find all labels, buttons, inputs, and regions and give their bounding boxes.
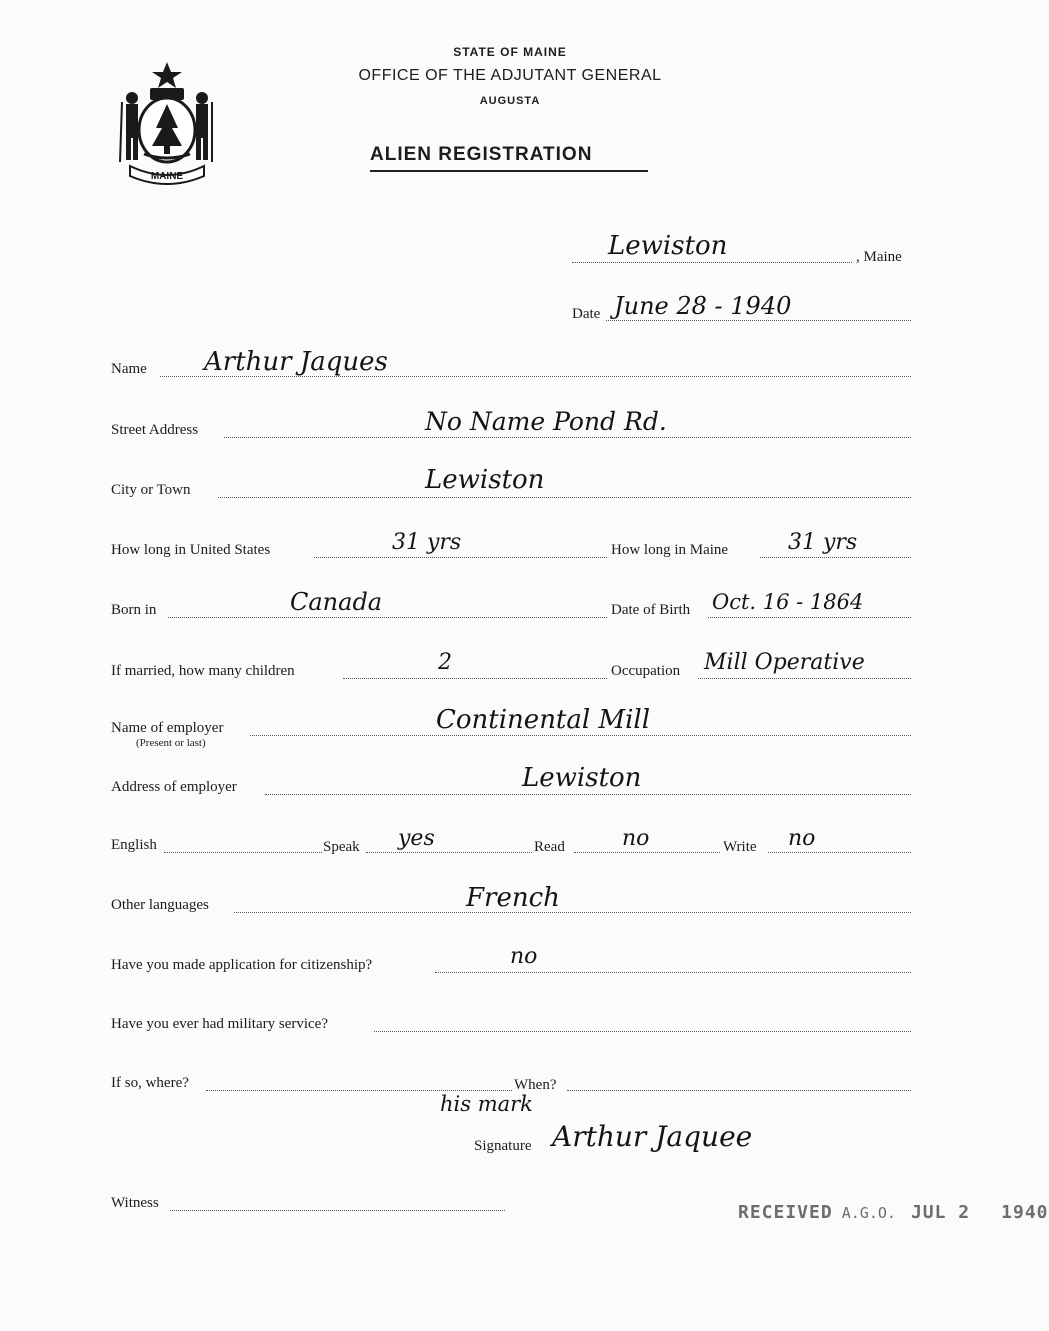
employer-address-value: Lewiston	[522, 763, 642, 793]
employer-label: Name of employer	[111, 720, 224, 736]
write-value: no	[788, 826, 816, 851]
employer-line	[250, 735, 911, 736]
military-label: Have you ever had military service?	[111, 1016, 328, 1032]
maine-years-label: How long in Maine	[611, 542, 729, 558]
us-years-line	[314, 557, 607, 558]
other-languages-line	[234, 912, 911, 913]
speak-value: yes	[398, 826, 435, 851]
english-label: English	[111, 837, 157, 853]
speak-line	[366, 852, 532, 853]
stamp-year: 1940	[1001, 1202, 1049, 1223]
stamp-office: A.G.O.	[841, 1204, 896, 1222]
street-label: Street Address	[111, 422, 199, 438]
other-languages-label: Other languages	[111, 897, 209, 913]
maine-years-value: 31 yrs	[788, 530, 858, 555]
employer-address-label: Address of employer	[111, 779, 237, 795]
seal-banner-text: MAINE	[150, 171, 184, 182]
occupation-line	[698, 678, 911, 679]
city-value: Lewiston	[425, 465, 545, 495]
received-stamp	[738, 1202, 1049, 1223]
when-label: When?	[514, 1077, 557, 1093]
us-years-label: How long in United States	[111, 542, 271, 558]
city-label: City or Town	[111, 482, 191, 498]
children-line	[343, 678, 607, 679]
place-value: Lewiston	[608, 231, 728, 261]
name-value: Arthur Jaques	[204, 347, 388, 377]
dob-label: Date of Birth	[611, 602, 691, 618]
read-label: Read	[534, 839, 565, 855]
street-line	[224, 437, 911, 438]
read-value: no	[622, 826, 650, 851]
witness-label: Witness	[111, 1195, 159, 1211]
born-value: Canada	[290, 588, 383, 616]
form-title: ALIEN REGISTRATION	[370, 144, 593, 165]
us-years-value: 31 yrs	[392, 530, 462, 555]
military-line	[374, 1031, 911, 1032]
where-line	[206, 1090, 512, 1091]
born-label: Born in	[111, 602, 157, 618]
stamp-date: JUL 2	[910, 1202, 971, 1223]
signature-label: Signature	[474, 1138, 532, 1154]
write-line	[768, 852, 911, 853]
dob-value: Oct. 16 - 1864	[712, 590, 864, 614]
city-line	[218, 497, 911, 498]
write-label: Write	[723, 839, 757, 855]
citizenship-label: Have you made application for citizenship?	[111, 957, 373, 973]
citizenship-value: no	[510, 944, 538, 969]
office-heading: OFFICE OF THE ADJUTANT GENERAL	[358, 67, 662, 84]
date-line	[606, 320, 911, 321]
citizenship-line	[435, 972, 911, 973]
state-heading: STATE OF MAINE	[453, 45, 567, 59]
born-line	[168, 617, 607, 618]
occupation-value: Mill Operative	[704, 650, 865, 675]
maine-years-line	[760, 557, 911, 558]
occupation-label: Occupation	[611, 663, 681, 679]
date-label: Date	[572, 306, 601, 322]
read-line	[574, 852, 720, 853]
dob-line	[708, 617, 911, 618]
children-value: 2	[438, 650, 452, 675]
employer-value: Continental Mill	[436, 705, 651, 735]
city-heading: AUGUSTA	[479, 95, 541, 107]
state-seal-icon	[112, 58, 222, 186]
speak-label: Speak	[323, 839, 360, 855]
place-line	[572, 262, 852, 263]
employer-address-line	[265, 794, 911, 795]
place-suffix: , Maine	[856, 249, 902, 265]
title-underline	[370, 170, 648, 172]
signature-value: Arthur Jaquee	[552, 1120, 753, 1153]
date-value: June 28 - 1940	[614, 292, 792, 320]
street-value: No Name Pond Rd.	[425, 407, 667, 436]
employer-sublabel: (Present or last)	[136, 737, 206, 749]
children-label: If married, how many children	[111, 663, 295, 679]
witness-line	[170, 1210, 505, 1211]
where-label: If so, where?	[111, 1075, 189, 1091]
when-line	[567, 1090, 911, 1091]
other-languages-value: French	[466, 883, 560, 913]
signature-mark-note: his mark	[440, 1092, 533, 1116]
english-line	[164, 852, 322, 853]
stamp-received: RECEIVED	[738, 1202, 833, 1223]
name-label: Name	[111, 361, 147, 377]
